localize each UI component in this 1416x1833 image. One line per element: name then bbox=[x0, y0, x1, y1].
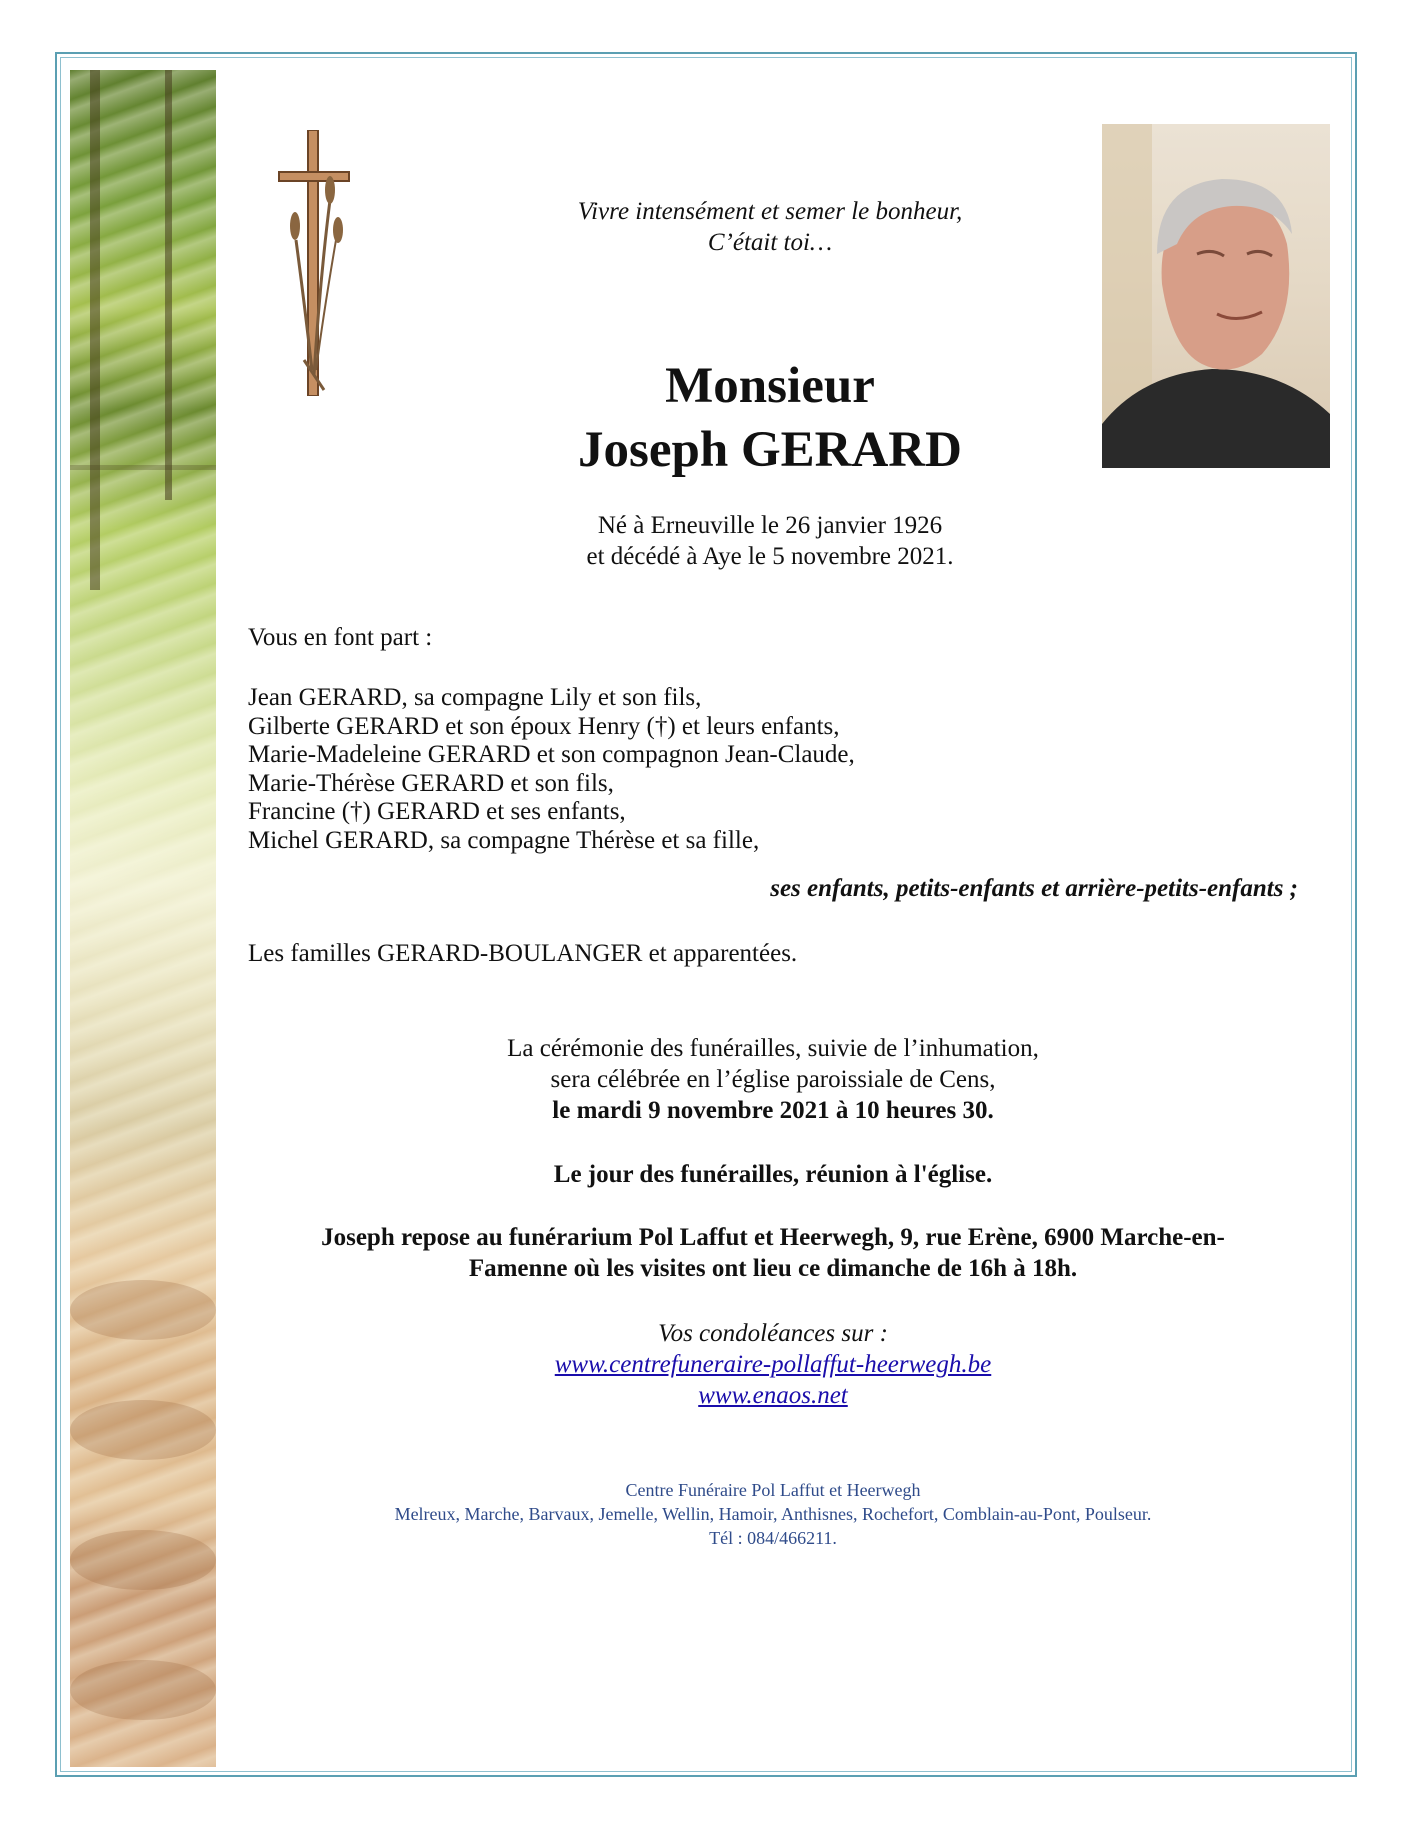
forest-path-image bbox=[70, 70, 216, 1767]
deceased-name bbox=[440, 354, 1100, 482]
family-member: Marie-Thérèse GERARD et son fils, bbox=[248, 769, 614, 797]
visitation-info bbox=[248, 1222, 1298, 1284]
condolences-label: Vos condoléances sur : bbox=[658, 1320, 888, 1347]
quote-line: C’était toi… bbox=[707, 229, 833, 256]
funeral-home-phone: Tél : 084/466211. bbox=[709, 1528, 837, 1548]
family-closing: ses enfants, petits-enfants et arrière-petits-enfants ; bbox=[770, 875, 1298, 902]
condolences bbox=[248, 1318, 1298, 1411]
family-member: Michel GERARD, sa compagne Thérèse et sa fille, bbox=[248, 826, 760, 854]
family-member: Marie-Madeleine GERARD et son compagnon Jean-Claude, bbox=[248, 741, 855, 768]
ceremony-info bbox=[248, 1033, 1298, 1126]
visitation-line: Famenne où les visites ont lieu ce dimanche de 16h à 18h. bbox=[468, 1255, 1078, 1282]
ceremony-line: sera célébrée en l’église paroissiale de Cens, bbox=[550, 1066, 996, 1093]
birth-line: Né à Erneuville le 26 janvier 1926 bbox=[597, 512, 943, 539]
birth-death-dates bbox=[440, 510, 1100, 572]
quote-line: Vivre intensément et semer le bonheur, bbox=[577, 198, 963, 225]
related-families: Les familles GERARD-BOULANGER et apparentées. bbox=[248, 940, 798, 967]
condolences-link-funeral-home[interactable]: www.centrefuneraire-pollaffut-heerwegh.be bbox=[554, 1351, 992, 1378]
family-member: Gilberte GERARD et son époux Henry (†) et leurs enfants, bbox=[248, 712, 840, 740]
name-full: Joseph GERARD bbox=[578, 422, 962, 478]
cross-with-wheat-icon bbox=[276, 130, 352, 396]
family-member: Jean GERARD, sa compagne Lily et son fils, bbox=[248, 684, 702, 711]
family-member: Francine (†) GERARD et ses enfants, bbox=[248, 798, 626, 825]
announce-text: Vous en font part : bbox=[248, 624, 433, 651]
condolences-link-enaos[interactable]: www.enaos.net bbox=[698, 1382, 848, 1409]
ceremony-line: La cérémonie des funérailles, suivie de l’inhumation, bbox=[507, 1035, 1039, 1062]
portrait-photo bbox=[1102, 124, 1330, 468]
memorial-quote bbox=[440, 196, 1100, 258]
funeral-home-name: Centre Funéraire Pol Laffut et Heerwegh bbox=[625, 1480, 921, 1500]
meeting-info: Le jour des funérailles, réunion à l'église. bbox=[553, 1161, 993, 1188]
ceremony-date: le mardi 9 novembre 2021 à 10 heures 30. bbox=[552, 1097, 994, 1124]
family-list bbox=[248, 684, 1298, 855]
death-line: et décédé à Aye le 5 novembre 2021. bbox=[586, 543, 954, 570]
name-title: Monsieur bbox=[665, 358, 875, 414]
funeral-home-footer bbox=[248, 1478, 1298, 1550]
funeral-home-locations: Melreux, Marche, Barvaux, Jemelle, Wellin, Hamoir, Anthisnes, Rochefort, Comblain-au-Pont, Poulseur. bbox=[394, 1504, 1152, 1524]
visitation-line: Joseph repose au funérarium Pol Laffut et Heerwegh, 9, rue Erène, 6900 Marche-en- bbox=[321, 1224, 1225, 1251]
